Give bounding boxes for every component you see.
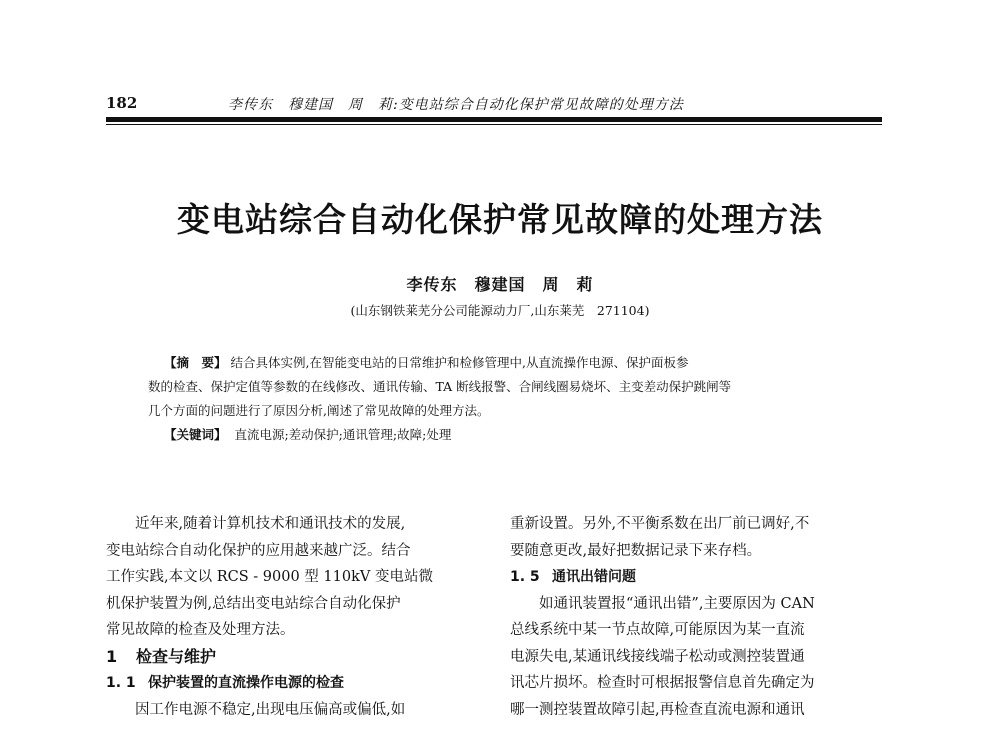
paragraph-line: 总线系统中某一节点故障,可能原因为某一直流	[510, 622, 805, 638]
paragraph-line: 电源失电,某通讯线接线端子松动或测控装置通	[510, 648, 805, 665]
article-title: 变电站综合自动化保护常见故障的处理方法	[177, 200, 823, 239]
subsection-number: 1. 5	[510, 569, 540, 585]
abstract-line: 数的检查、保护定值等参数的在线修改、通讯传输、TA 断线报警、合闸线圈易烧坏、主变差动保护跳闸等	[148, 379, 732, 394]
body-column-left	[106, 511, 498, 723]
paragraph-line: 近年来,随着计算机技术和通讯技术的发展,	[135, 516, 406, 532]
section-title: 检查与维护	[136, 646, 217, 666]
header-rule-thin	[106, 124, 882, 125]
abstract-block	[148, 351, 852, 447]
paragraph-line: 哪一测控装置故障引起,再检查直流电源和通讯	[510, 701, 805, 718]
page-number: 182	[106, 94, 138, 112]
paragraph-line: 因工作电源不稳定,出现电压偏高或偏低,如	[135, 701, 406, 718]
paragraph-line: 讯芯片损坏。检查时可根据报警信息首先确定为	[510, 675, 815, 691]
section-number: 1	[106, 646, 118, 666]
article-affiliation: (山东钢铁莱芜分公司能源动力厂,山东莱芜 271104)	[350, 303, 650, 318]
paragraph-line: 如通讯装置报“通讯出错”,主要原因为 CAN	[539, 595, 815, 612]
running-title: 李传东 穆建国 周 莉:变电站综合自动化保护常见故障的处理方法	[228, 97, 684, 113]
subsection-heading	[510, 564, 902, 591]
paragraph-line: 常见故障的检查及处理方法。	[106, 622, 295, 638]
keywords-label: 【关键词】	[164, 427, 227, 442]
article-authors: 李传东 穆建国 周 莉	[406, 275, 594, 294]
abstract-text: 结合具体实例,在智能变电站的日常维护和检修管理中,从直流操作电源、保护面板参	[230, 355, 689, 370]
paragraph-line: 工作实践,本文以 RCS - 9000 型 110kV 变电站微	[106, 569, 433, 585]
paragraph-line: 要随意更改,最好把数据记录下来存档。	[510, 542, 762, 559]
paragraph-line: 变电站综合自动化保护的应用越来越广泛。结合	[106, 542, 411, 559]
paragraph-line: 机保护装置为例,总结出变电站综合自动化保护	[106, 595, 401, 612]
paragraph-line: 重新设置。另外,不平衡系数在出厂前已调好,不	[510, 516, 810, 532]
keywords-line	[148, 423, 852, 447]
subsection-heading	[106, 670, 498, 697]
running-header	[106, 94, 886, 114]
abstract-label: 【摘 要】	[164, 355, 227, 370]
abstract-line: 几个方面的问题进行了原因分析,阐述了常见故障的处理方法。	[148, 403, 490, 418]
keywords-text: 直流电源;差动保护;通讯管理;故障;处理	[234, 427, 452, 442]
body-column-right	[510, 511, 902, 723]
subsection-title: 保护装置的直流操作电源的检查	[148, 675, 344, 691]
subsection-number: 1. 1	[106, 675, 136, 691]
header-rule-thick	[106, 117, 882, 122]
subsection-title: 通讯出错问题	[552, 569, 636, 585]
abstract-line	[148, 351, 852, 375]
section-heading	[106, 644, 498, 671]
